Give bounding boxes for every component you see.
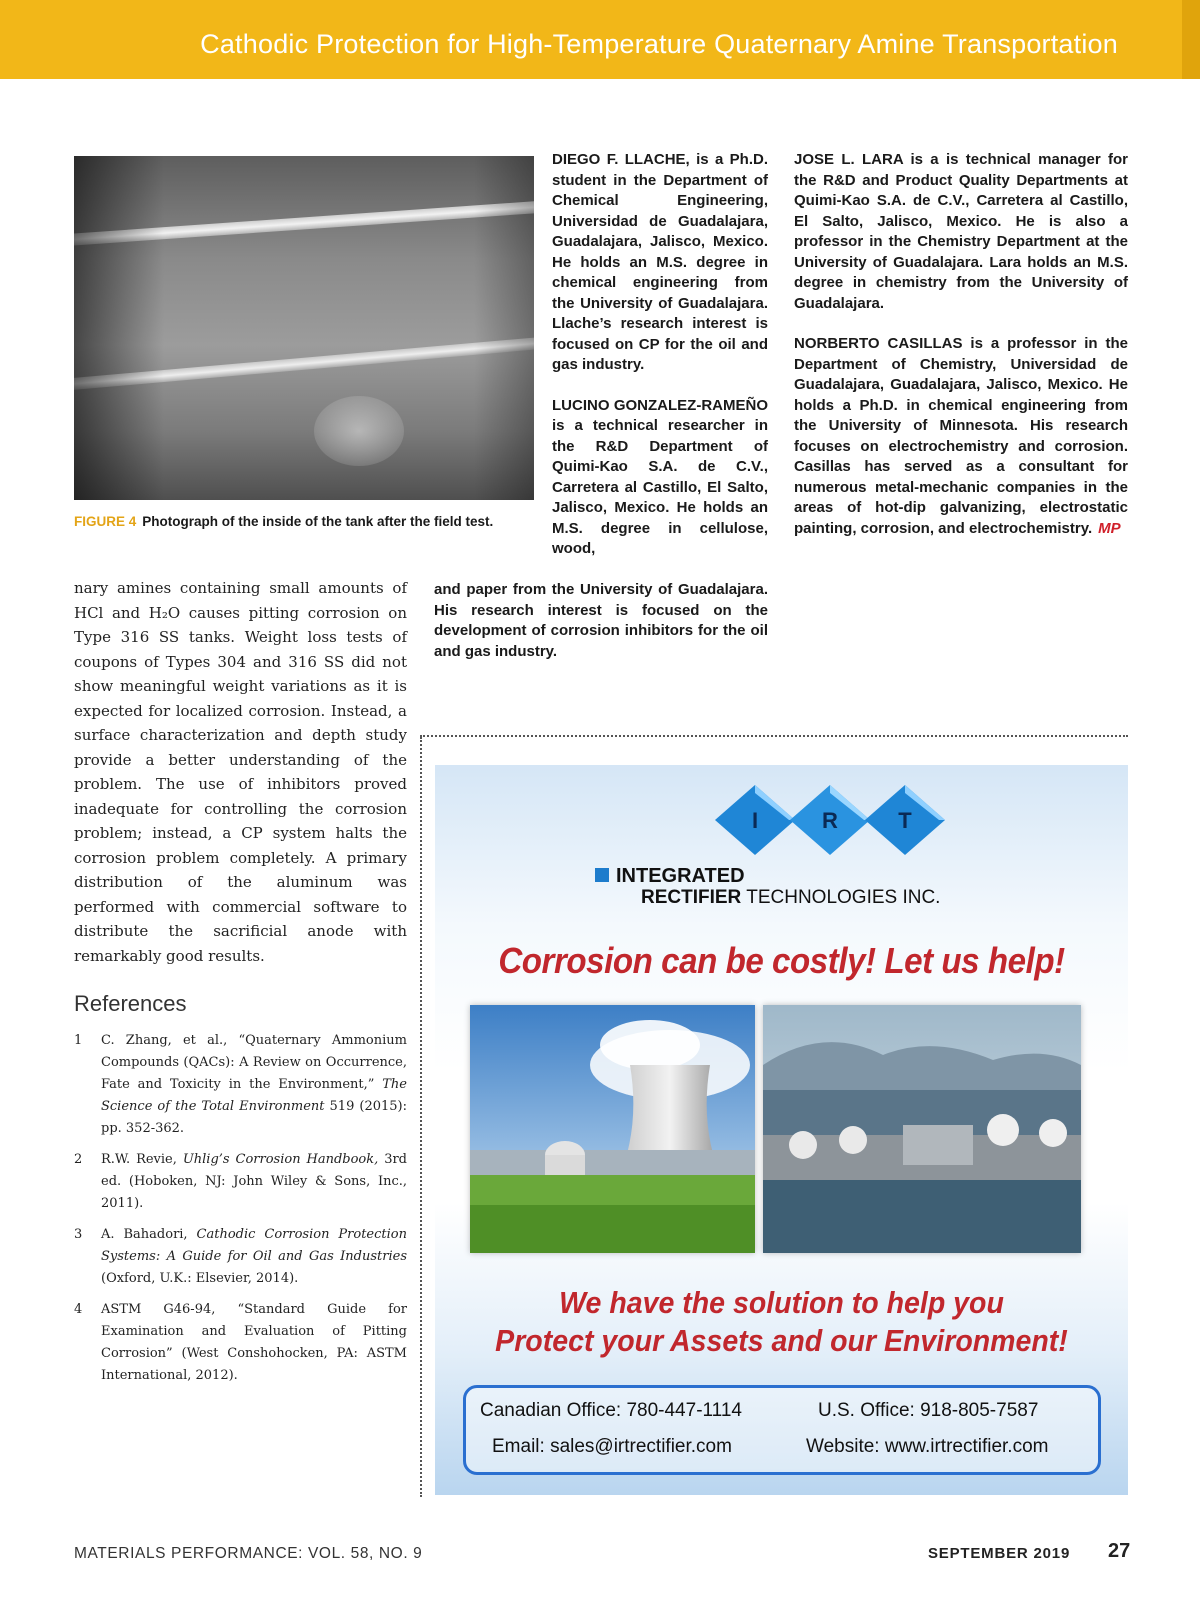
logo-diamond-r [790,785,870,855]
svg-text:T: T [898,808,912,833]
ad-headline: Corrosion can be costly! Let us help! [498,940,1065,981]
reference-item: 1 C. Zhang, et al., “Quaternary Ammonium Compounds (QACs): A Review on Occurrence, Fate and Toxicity in the Environment,” The Science of the Total Environment 519 (2015): pp. 352-362. [74,1033,408,1136]
figure-4-photo [74,156,534,500]
reference-item: 2 R.W. Revie, Uhlig’s Corrosion Handbook, 3rd ed. (Hoboken, NJ: John Wiley & Sons, Inc., 2011). [74,1152,407,1211]
square-bullet-icon [595,868,609,882]
ad-tagline-1: We have the solution to help you [559,1285,1004,1320]
industrial-port-photo [763,1005,1081,1253]
ad-tagline-2: Protect your Assets and our Environment! [495,1323,1068,1358]
bio-casillas: NORBERTO CASILLAS is a professor in the Department of Chemistry, Universidad de Guadalajara, Guadalajara, Jalisco, Mexico. He holds a Ph.D. in chemical engineering from the University of Minnesota. His research focuses on electrochemistry and corrosion. Casillas has served as a consultant for numerous metal-mechanic companies in the areas of hot-dip galvanizing, electrostatic painting, corrosion, and electrochemistry. MP [794,335,1128,537]
reference-item: 4 ASTM G46-94, “Standard Guide for Examination and Evaluation of Pitting Corrosion” (West Conshohocken, PA: ASTM International, 2012). [74,1302,407,1383]
banner-tab [1182,0,1200,79]
references-heading: References [74,991,187,1016]
irt-logo [715,785,945,855]
bio-llache: DIEGO F. LLACHE, is a Ph.D. student in the Department of Chemical Engineering, Universidad de Guadalajara, Guadalajara, Jalisco, Mexico. He holds an M.S. degree in chemical engineering from the University of Guadalajara. Llache’s research interest is focused on CP for the oil and gas industry. [552,151,768,373]
figure-caption [74,512,514,532]
bio-column-right [794,150,1128,539]
logo-diamond-t [865,785,945,855]
running-title: Cathodic Protection for High-Temperature Quaternary Amine Transportation [200,29,1118,59]
company-name-line2: RECTIFIER TECHNOLOGIES INC. [641,887,941,908]
ad-divider-horizontal [420,735,1128,737]
header-banner [0,0,1200,79]
footer-journal: MATERIALS PERFORMANCE: VOL. 58, NO. 9 [74,1545,423,1562]
figure-label: FIGURE 4 [74,514,137,529]
contact-email[interactable]: Email: sales@irtrectifier.com [492,1436,732,1457]
contact-box [463,1385,1101,1475]
svg-text:I: I [751,808,759,833]
bio-column-middle [552,150,768,560]
contact-website[interactable]: Website: www.irtrectifier.com [806,1436,1049,1457]
canadian-office-phone: Canadian Office: 780-447-1114 [480,1400,742,1421]
light-reflection [314,396,404,466]
logo-diamond-i [715,785,795,855]
irt-advertisement [435,765,1128,1495]
references-list [74,1030,407,1396]
footer-date: SEPTEMBER 2019 [928,1545,1071,1562]
page-number: 27 [1108,1540,1131,1562]
cooling-tower-photo [470,1005,755,1253]
figure-caption-text: Photograph of the inside of the tank after the field test. [142,514,494,529]
reference-item: 3 A. Bahadori, Cathodic Corrosion Protection Systems: A Guide for Oil and Gas Industries (Oxford, U.K.: Elsevier, 2014). [74,1227,407,1286]
bio-gonzalez-continued: and paper from the University of Guadalajara. His research interest is focused on the development of corrosion inhibitors for the oil and gas industry. [434,581,768,660]
mp-end-mark: MP [1098,519,1121,537]
bio-gonzalez: LUCINO GONZALEZ-RAMEÑO is a technical researcher in the R&D Department of Quimi-Kao S.A. de C.V., Carretera al Castillo, El Salto, Jalisco, Mexico. He holds an M.S. degree in cellulose, wood, [552,396,768,557]
svg-text:R: R [822,808,838,833]
bio-lara: JOSE L. LARA is a is technical manager for the R&D and Product Quality Departments at Quimi-Kao S.A. de C.V., Carretera al Castillo, El Salto, Jalisco, Mexico. He is also a professor in the Chemistry Department at the University of Guadalajara. Lara holds an M.S. degree in chemistry from the University of Guadalajara. [794,151,1128,312]
body-paragraph: nary amines containing small amounts of HCl and H₂O causes pitting corrosion on Type 316 SS tanks. Weight loss tests of coupons of Types 304 and 316 SS did not show meaningful weight variations as it is expected for localized corrosion. Instead, a surface characterization and depth study provide a better understanding of the problem. The use of inhibitors proved inadequate for controlling the corrosion problem; instead, a CP system halts the corrosion problem completely. A primary distribution of the aluminum was performed with commercial software to distribute the sacrificial anode with remarkably good results. [74,579,407,965]
company-name-line1: INTEGRATED [595,865,745,888]
ad-divider-vertical [420,737,422,1497]
us-office-phone: U.S. Office: 918-805-7587 [818,1400,1039,1421]
